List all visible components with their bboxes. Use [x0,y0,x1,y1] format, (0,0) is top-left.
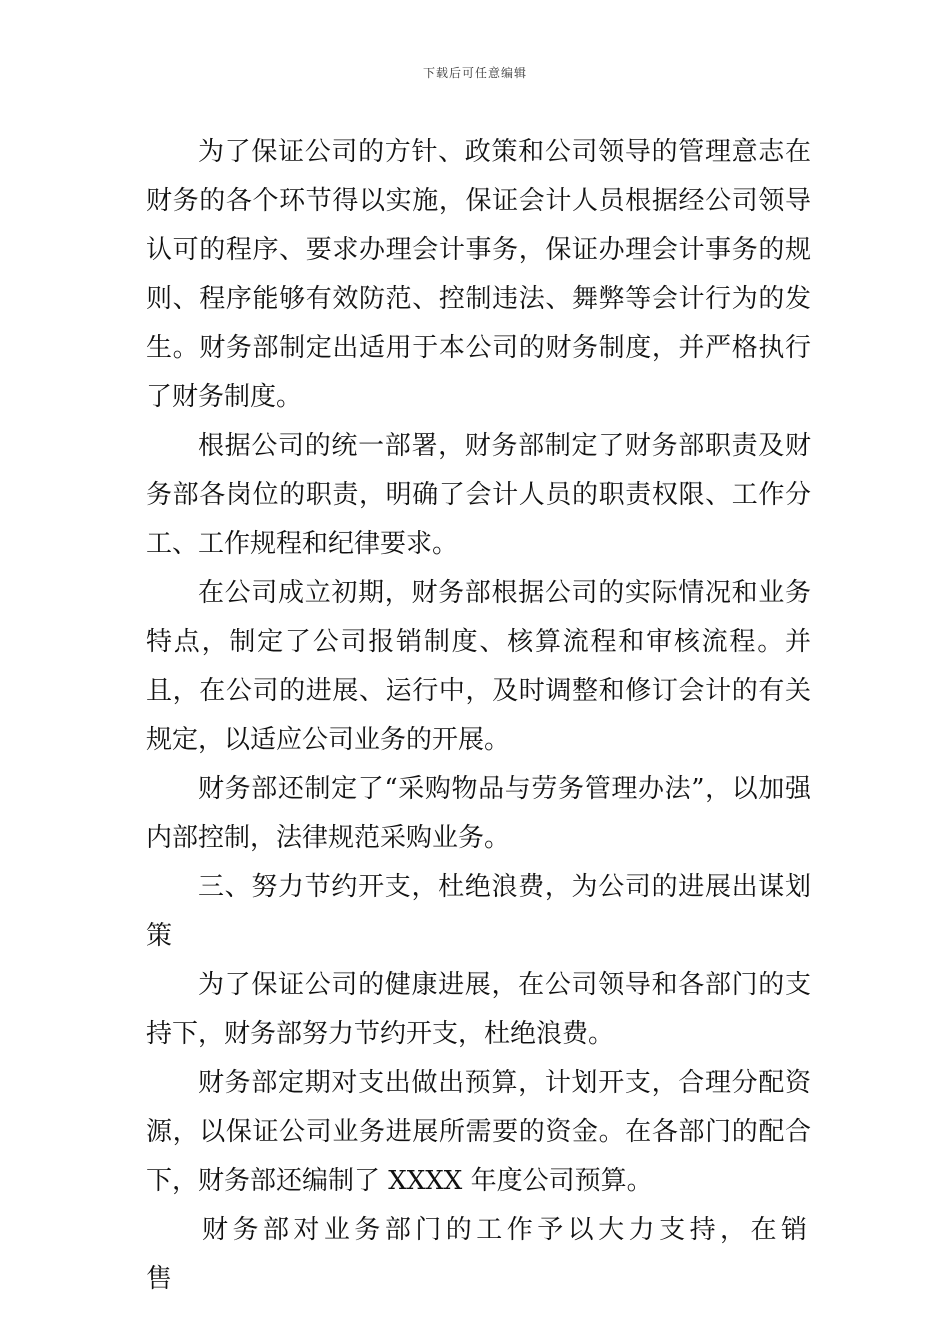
paragraph-business-support: 财务部对业务部门的工作予以大力支持，在销售 [146,1215,811,1294]
paragraph-initial-procedures: 在公司成立初期，财务部根据公司的实际情况和业务特点，制定了公司报销制度、核算流程和审核流程。并且，在公司的进展、运行中，及时调整和修订会计的有关规定，以适应公司业务的开展。 [146,578,811,755]
paragraph-department-duties: 根据公司的统一部署，财务部制定了财务部职责及财务部各岗位的职责，明确了会计人员的职责权限、工作分工、工作规程和纪律要求。 [146,431,811,559]
paragraph-budget-planning: 财务部定期对支出做出预算，计划开支，合理分配资源，以保证公司业务进展所需要的资金。在各部门的配合下，财务部还编制了 XXXX 年度公司预算。 [146,1068,811,1196]
document-body [146,128,811,1304]
paragraph-financial-system: 为了保证公司的方针、政策和公司领导的管理意志在财务的各个环节得以实施，保证会计人员根据经公司领导认可的程序、要求办理会计事务，保证办理会计事务的规则、程序能够有效防范、控制违法、舞弊等会计行为的发生。财务部制定出适用于本公司的财务制度，并严格执行了财务制度。 [146,137,811,412]
paragraph-healthy-development: 为了保证公司的健康进展，在公司领导和各部门的支持下，财务部努力节约开支，杜绝浪费。 [146,970,811,1049]
page-header: 下载后可任意编辑 [422,66,527,80]
section-heading-cost-saving: 三、努力节约开支，杜绝浪费，为公司的进展出谋划策 [146,872,811,951]
paragraph-procurement-rules: 财务部还制定了“采购物品与劳务管理办法”，以加强内部控制，法律规范采购业务。 [146,774,811,853]
